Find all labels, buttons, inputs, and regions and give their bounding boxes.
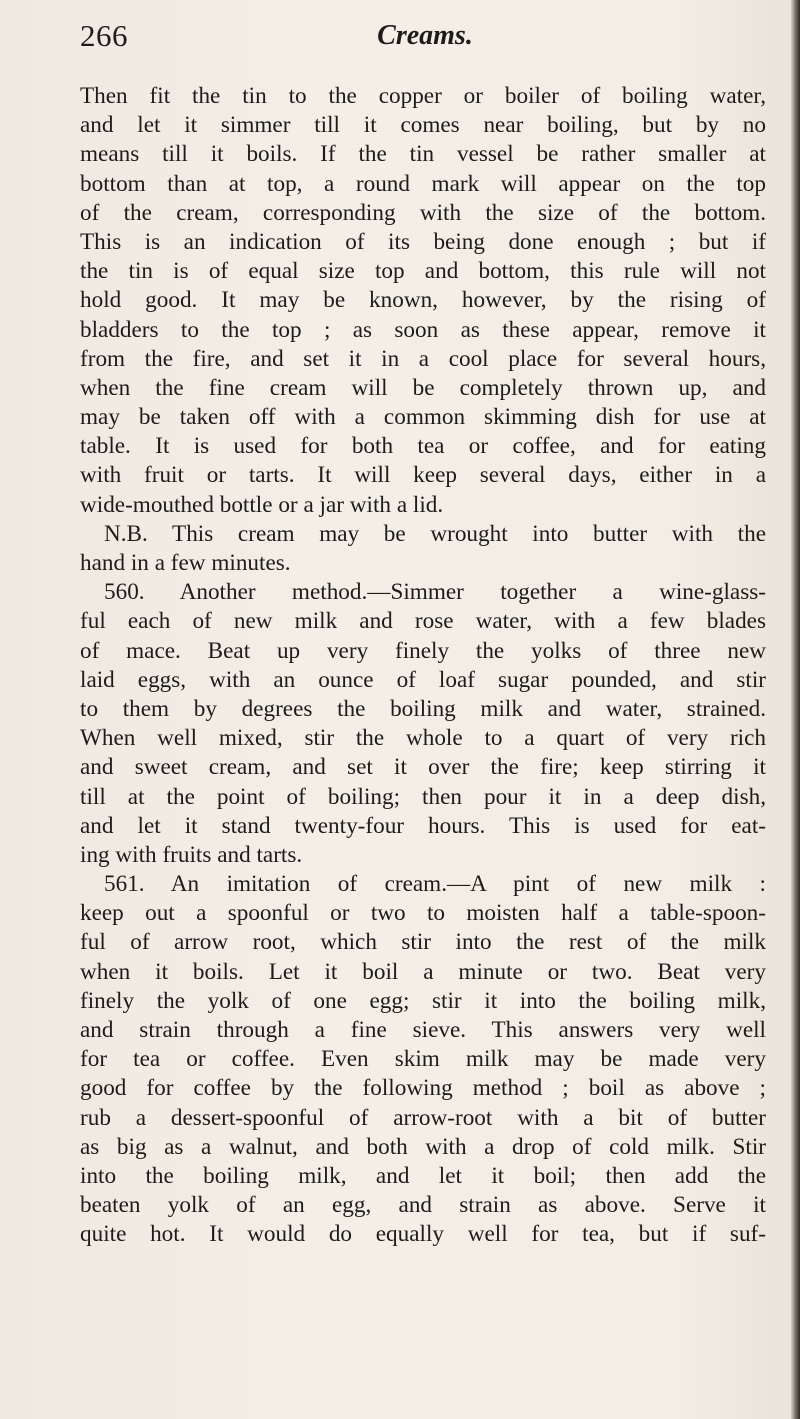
- body-text: [80, 82, 766, 1250]
- text-line: ful of arrow root, which stir into the rest of the milk: [80, 929, 766, 956]
- running-title: Creams.: [377, 20, 473, 51]
- text-line: as big as a walnut, and both with a drop of cold milk. Stir: [80, 1133, 766, 1160]
- text-line: to them by degrees the boiling milk and water, strained.: [80, 695, 766, 722]
- text-line: rub a dessert-spoonful of arrow-root with a bit of butter: [80, 1104, 766, 1131]
- text-line: with fruit or tarts. It will keep several days, either in a: [80, 462, 766, 489]
- text-line: finely the yolk of one egg; stir it into the boiling milk,: [80, 987, 766, 1014]
- text-line: of the cream, corresponding with the size of the bottom.: [80, 199, 766, 226]
- text-line: bladders to the top ; as soon as these appear, remove it: [80, 316, 766, 343]
- text-line: and sweet cream, and set it over the fire; keep stirring it: [80, 754, 766, 781]
- text-line: 560. Another method.—Simmer together a wine-glass-: [104, 579, 766, 606]
- text-line: good for coffee by the following method ; boil as above ;: [80, 1075, 766, 1102]
- text-line: the tin is of equal size top and bottom, this rule will not: [80, 258, 766, 285]
- text-line: 561. An imitation of cream.—A pint of new milk :: [104, 871, 766, 898]
- text-line: ing with fruits and tarts.: [80, 841, 303, 868]
- text-line: wide-mouthed bottle or a jar with a lid.: [80, 491, 444, 518]
- text-line: and let it stand twenty-four hours. This is used for eat-: [80, 812, 766, 839]
- text-line: hand in a few minutes.: [80, 550, 291, 576]
- text-line: and let it simmer till it comes near boiling, but by no: [80, 112, 766, 139]
- text-line: table. It is used for both tea or coffee, and for eating: [80, 433, 766, 460]
- text-line: bottom than at top, a round mark will appear on the top: [80, 170, 766, 197]
- page-edge-shadow: [791, 0, 800, 1419]
- text-line: When well mixed, stir the whole to a quart of very rich: [80, 725, 766, 752]
- text-line: when the fine cream will be completely thrown up, and: [80, 374, 766, 401]
- text-line: quite hot. It would do equally well for tea, but if suf-: [80, 1221, 766, 1248]
- text-line: into the boiling milk, and let it boil; then add the: [80, 1162, 766, 1189]
- text-line: This is an indication of its being done enough ; but if: [80, 228, 766, 255]
- text-line: from the fire, and set it in a cool place for several hours,: [80, 345, 766, 372]
- text-line: when it boils. Let it boil a minute or two. Beat very: [80, 958, 766, 985]
- text-line: Then fit the tin to the copper or boiler of boiling water,: [80, 83, 766, 109]
- text-line: ful each of new milk and rose water, with a few blades: [80, 608, 766, 635]
- text-line: till at the point of boiling; then pour it in a deep dish,: [80, 783, 766, 810]
- text-line: may be taken off with a common skimming dish for use at: [80, 404, 766, 431]
- text-line: for tea or coffee. Even skim milk may be made very: [80, 1046, 766, 1073]
- text-line: and strain through a fine sieve. This answers very well: [80, 1017, 766, 1043]
- page-number: 266: [80, 18, 128, 53]
- text-line: means till it boils. If the tin vessel be rather smaller at: [80, 141, 766, 168]
- text-line: of mace. Beat up very finely the yolks of three new: [80, 637, 766, 664]
- text-line: N.B. This cream may be wrought into butter with the: [104, 520, 766, 547]
- page-header: [80, 18, 770, 68]
- text-line: laid eggs, with an ounce of loaf sugar pounded, and stir: [80, 666, 766, 693]
- text-line: keep out a spoonful or two to moisten half a table-spoon-: [80, 900, 766, 927]
- text-line: hold good. It may be known, however, by the rising of: [80, 287, 766, 314]
- text-line: beaten yolk of an egg, and strain as above. Serve it: [80, 1192, 766, 1219]
